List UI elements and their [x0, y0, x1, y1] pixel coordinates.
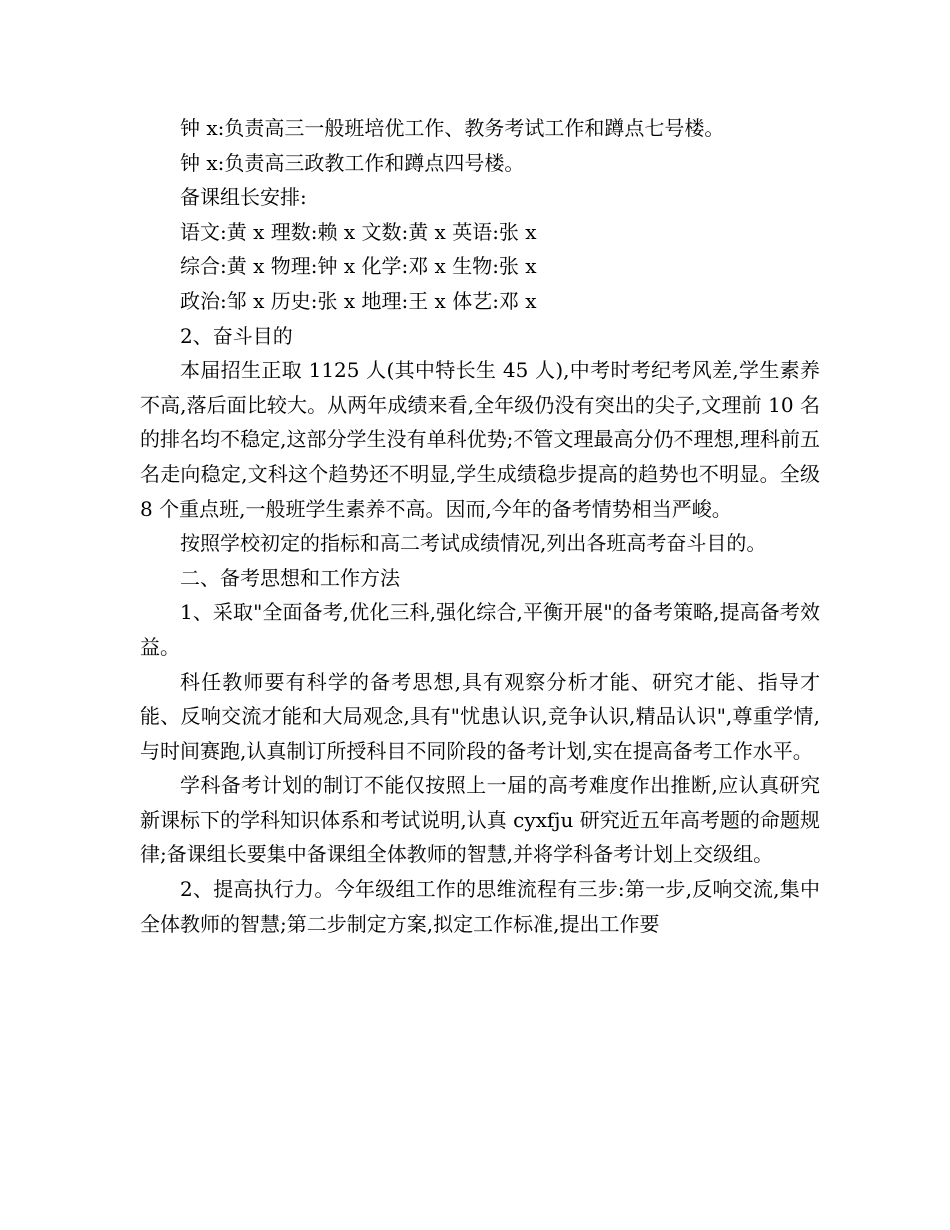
- paragraph-leaders-row-3: 政治:邹 x 历史:张 x 地理:王 x 体艺:邓 x: [180, 288, 537, 313]
- paragraph-duty-1: 钟 x:负责高三一般班培优工作、教务考试工作和蹲点七号楼。: [180, 116, 725, 140]
- section-heading-goals: 2、奋斗目的: [180, 323, 293, 348]
- paragraph-class-goals: 按照学校初定的指标和高二考试成绩情况,列出各班高考奋斗目的。: [180, 531, 767, 556]
- paragraph-execution: 2、提高执行力。今年级组工作的思维流程有三步:第一步,反响交流,集中全体教师的智慧;第二步制定方案,拟定工作标准,提出工作要: [140, 877, 820, 936]
- paragraph-duty-2: 钟 x:负责高三政教工作和蹲点四号楼。: [180, 150, 525, 175]
- section-heading-methods: 二、备考思想和工作方法: [180, 565, 400, 590]
- paragraph-teacher-requirements: 科任教师要有科学的备考思想,具有观察分析才能、研究才能、指导才能、反响交流才能和大局观念,具有"忧患认识,竞争认识,精品认识",尊重学情,与时间赛跑,认真制订所授科目不同阶段的备考计划,实在提高备考工作水平。: [140, 669, 820, 763]
- paragraph-enrollment-analysis: 本届招生正取 1125 人(其中特长生 45 人),中考时考纪考风差,学生素养不高,落后面比较大。从两年成绩来看,全年级仍没有突出的尖子,文理前 10 名的排名均不稳定,这部分学生没有单科优势;不管文理最高分仍不理想,理科前五名走向稳定,文科这个趋势还不明显,学生成绩稳步提高的趋势也不明显。全级 8 个重点班,一般班学生素养不高。因而,今年的备考情势相当严峻。: [140, 358, 820, 521]
- paragraph-strategy: 1、采取"全面备考,优化三科,强化综合,平衡开展"的备考策略,提高备考效益。: [140, 600, 820, 659]
- paragraph-subject-plans: 学科备考计划的制订不能仅按照上一届的高考难度作出推断,应认真研究新课标下的学科知识体系和考试说明,认真 cyxfju 研究近五年高考题的命题规律;备课组长要集中备课组全体教师的智慧,并将学科备考计划上交级组。: [140, 773, 820, 867]
- paragraph-group-leaders-heading: 备课组长安排:: [180, 185, 307, 210]
- document-page: [140, 111, 820, 941]
- paragraph-leaders-row-2: 综合:黄 x 物理:钟 x 化学:邓 x 生物:张 x: [180, 254, 537, 279]
- paragraph-leaders-row-1: 语文:黄 x 理数:赖 x 文数:黄 x 英语:张 x: [180, 219, 537, 244]
